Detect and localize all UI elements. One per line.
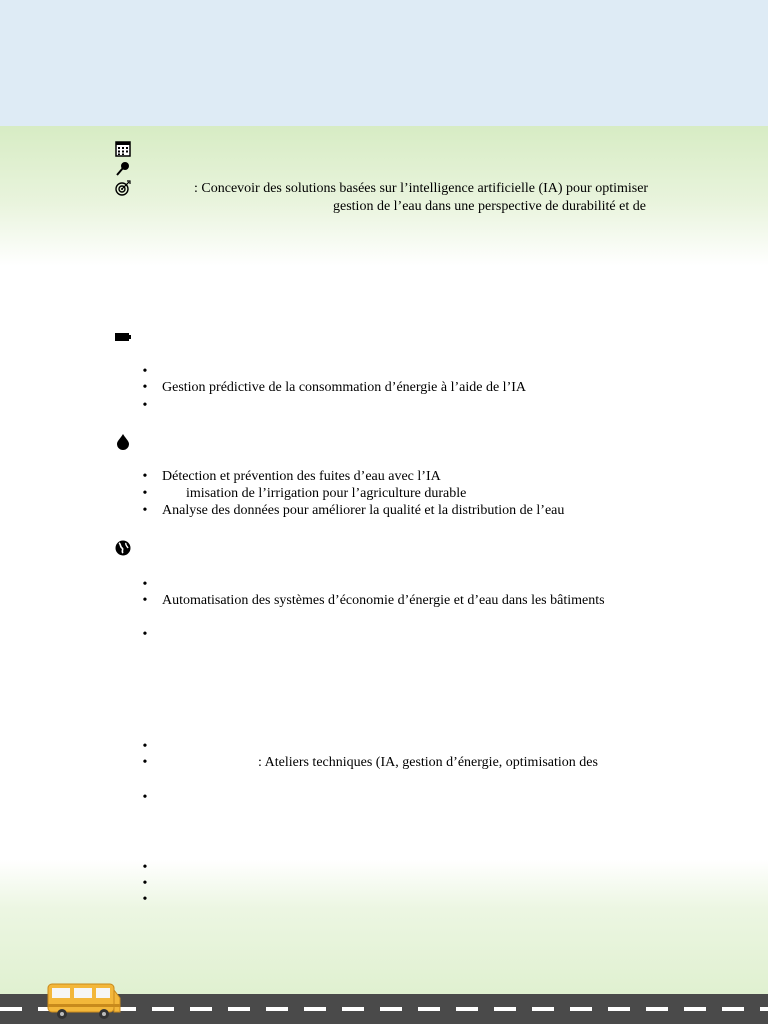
water-drop-icon xyxy=(114,432,132,450)
bullet: • xyxy=(142,627,148,642)
water-item-2: imisation de l’irrigation pour l’agriculture durable xyxy=(186,486,467,501)
pin-icon xyxy=(114,160,132,178)
bullet: • xyxy=(142,577,148,592)
bullet: • xyxy=(142,860,148,875)
objective-line-1: : Concevoir des solutions basées sur l’intelligence artificielle (IA) pour optimiser xyxy=(194,181,649,196)
bullet: • xyxy=(142,892,148,907)
school-bus-illustration xyxy=(44,978,124,1022)
water-item-3: Analyse des données pour améliorer la qualité et la distribution de l’eau xyxy=(162,503,565,518)
sky-background xyxy=(0,0,768,126)
bullet: • xyxy=(142,380,148,395)
globe-icon xyxy=(114,539,132,557)
bullet: • xyxy=(142,790,148,805)
objective-line-2: gestion de l’eau dans une perspective de durabilité et de xyxy=(333,199,646,214)
calendar-icon xyxy=(114,140,132,158)
bullet: • xyxy=(142,593,148,608)
program-item-2: : Ateliers techniques (IA, gestion d’énergie, optimisation des xyxy=(258,755,598,770)
target-icon xyxy=(114,179,132,197)
bullet: • xyxy=(142,398,148,413)
bullet: • xyxy=(142,503,148,518)
env-item-2: Automatisation des systèmes d’économie d’énergie et d’eau dans les bâtiments xyxy=(162,593,605,608)
bullet: • xyxy=(142,739,148,754)
bullet: • xyxy=(142,486,148,501)
bullet: • xyxy=(142,755,148,770)
water-item-1: Détection et prévention des fuites d’eau avec l’IA xyxy=(162,469,441,484)
bullet: • xyxy=(142,469,148,484)
energy-item-2: Gestion prédictive de la consommation d’énergie à l’aide de l’IA xyxy=(162,380,526,395)
bullet: • xyxy=(142,876,148,891)
bullet: • xyxy=(142,364,148,379)
battery-icon xyxy=(114,328,132,346)
